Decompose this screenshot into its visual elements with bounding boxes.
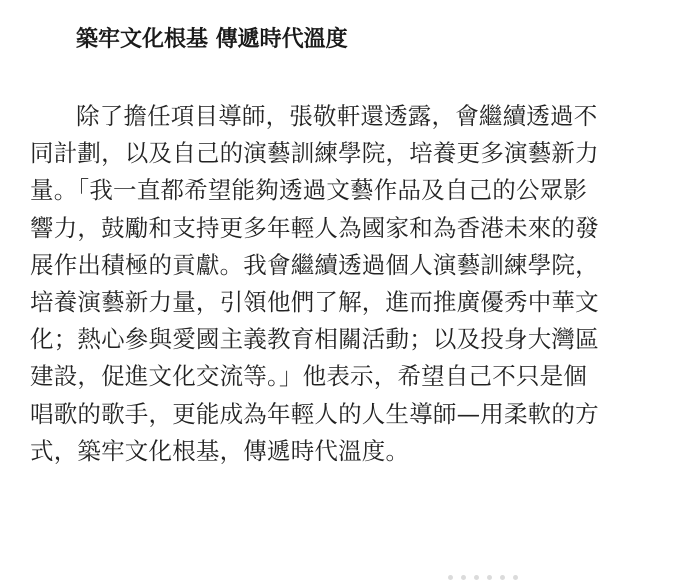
paragraph-line: 培養演藝新力量，引領他們了解，進而推廣優秀中華文	[30, 287, 599, 316]
article-body	[30, 98, 670, 470]
watermark-mark	[487, 575, 492, 580]
article-heading: 築牢文化根基 傳遞時代溫度	[76, 27, 348, 52]
watermark-mark	[513, 575, 518, 580]
paragraph-line: 建設，促進文化交流等。」他表示，希望自己不只是個	[30, 362, 588, 391]
watermark-mark	[448, 575, 453, 580]
paragraph-line: 除了擔任項目導師，張敬軒還透露，會繼續透過不	[76, 102, 598, 130]
watermark-mark	[474, 575, 479, 580]
paragraph-line: 量。「我一直都希望能夠透過文藝作品及自己的公眾影	[30, 176, 588, 205]
paragraph-line: 展作出積極的貢獻。我會繼續透過個人演藝訓練學院，	[30, 250, 599, 279]
watermark-mark	[461, 575, 466, 580]
paragraph-line: 響力，鼓勵和支持更多年輕人為國家和為香港未來的發	[30, 213, 599, 242]
paragraph-line: 同計劃，以及自己的演藝訓練學院，培養更多演藝新力	[30, 139, 599, 168]
watermark	[448, 565, 558, 575]
paragraph-line: 式，築牢文化根基，傳遞時代溫度。	[30, 436, 410, 465]
paragraph-line: 化；熱心參與愛國主義教育相關活動；以及投身大灣區	[30, 325, 599, 354]
watermark-mark	[500, 575, 505, 580]
paragraph-line: 唱歌的歌手，更能成為年輕人的人生導師—用柔軟的方	[30, 399, 599, 428]
